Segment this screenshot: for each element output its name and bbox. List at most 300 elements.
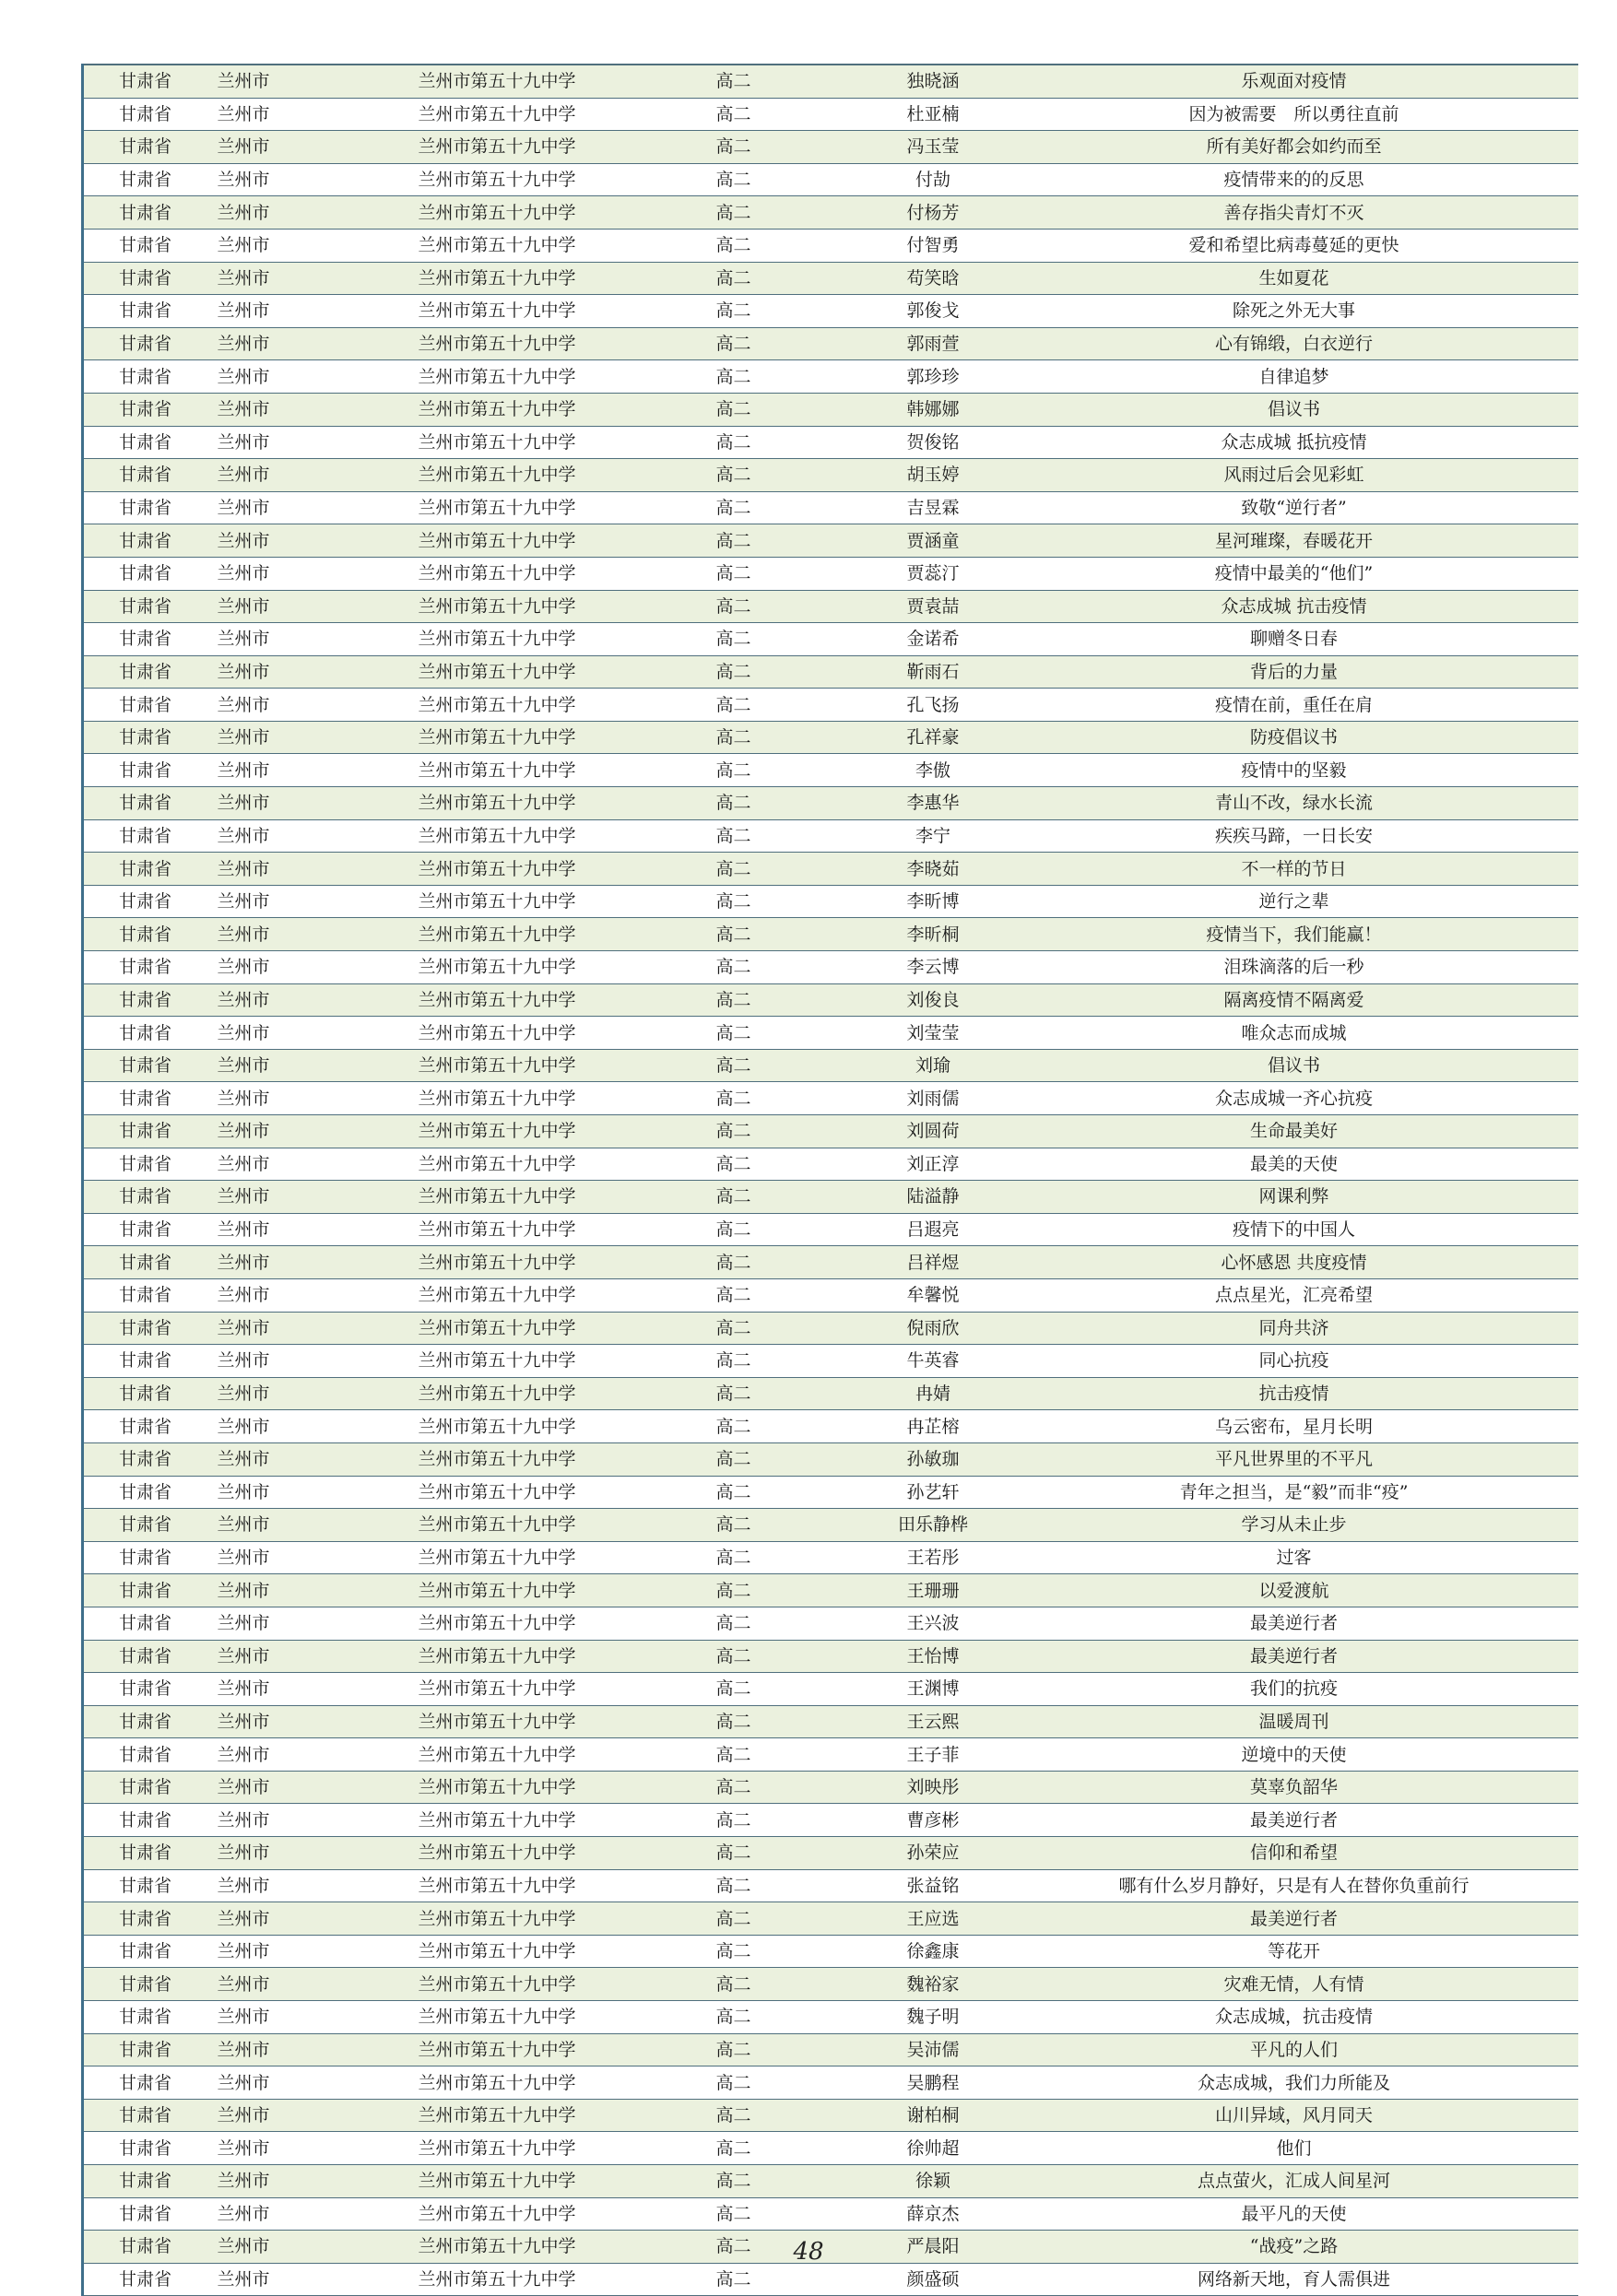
grade-cell: 高二 [716, 1869, 856, 1902]
school-cell: 兰州市第五十九中学 [419, 1278, 716, 1312]
table-row [83, 1509, 1578, 1542]
table-row [83, 853, 1578, 886]
table-row [83, 1181, 1578, 1214]
student-name-cell: 王若彤 [856, 1541, 1010, 1574]
school-cell: 兰州市第五十九中学 [419, 853, 716, 886]
essay-title-cell: 最美逆行者 [1010, 1640, 1578, 1673]
student-name-cell: 魏子明 [856, 2001, 1010, 2034]
school-cell: 兰州市第五十九中学 [419, 1115, 716, 1148]
table-row [83, 885, 1578, 918]
entries-table-container [81, 64, 1576, 2296]
student-name-cell: 牟馨悦 [856, 1278, 1010, 1312]
province-cell: 甘肃省 [83, 557, 218, 590]
essay-title-cell: 疾疾马蹄，一日长安 [1010, 819, 1578, 853]
school-cell: 兰州市第五十九中学 [419, 1049, 716, 1082]
essay-title-cell: 致敬“逆行者” [1010, 491, 1578, 524]
school-cell: 兰州市第五十九中学 [419, 557, 716, 590]
table-row [83, 983, 1578, 1017]
grade-cell: 高二 [716, 1935, 856, 1968]
grade-cell: 高二 [716, 1246, 856, 1279]
student-name-cell: 李傲 [856, 754, 1010, 787]
table-row [83, 1345, 1578, 1378]
essay-title-cell: 乐观面对疫情 [1010, 65, 1578, 98]
table-row [83, 754, 1578, 787]
essay-title-cell: 众志成城，抗击疫情 [1010, 2001, 1578, 2034]
essay-title-cell: 爱和希望比病毒蔓延的更快 [1010, 229, 1578, 262]
essay-title-cell: 点点萤火，汇成人间星河 [1010, 2165, 1578, 2198]
province-cell: 甘肃省 [83, 1246, 218, 1279]
essay-title-cell: 唯众志而成城 [1010, 1017, 1578, 1050]
grade-cell: 高二 [716, 131, 856, 164]
grade-cell: 高二 [716, 721, 856, 754]
grade-cell: 高二 [716, 2197, 856, 2231]
city-cell: 兰州市 [218, 983, 419, 1017]
city-cell: 兰州市 [218, 853, 419, 886]
student-name-cell: 贾蕊汀 [856, 557, 1010, 590]
city-cell: 兰州市 [218, 295, 419, 328]
student-name-cell: 刘莹莹 [856, 1017, 1010, 1050]
table-row [83, 65, 1578, 98]
city-cell: 兰州市 [218, 2066, 419, 2100]
city-cell: 兰州市 [218, 262, 419, 295]
grade-cell: 高二 [716, 163, 856, 196]
table-row [83, 1213, 1578, 1246]
student-name-cell: 孔飞扬 [856, 689, 1010, 722]
city-cell: 兰州市 [218, 491, 419, 524]
table-row [83, 1574, 1578, 1607]
table-row [83, 2099, 1578, 2132]
student-name-cell: 靳雨石 [856, 655, 1010, 689]
grade-cell: 高二 [716, 1574, 856, 1607]
essay-title-cell: 聊赠冬日春 [1010, 623, 1578, 656]
province-cell: 甘肃省 [83, 1607, 218, 1640]
student-name-cell: 刘雨儒 [856, 1082, 1010, 1115]
table-row [83, 721, 1578, 754]
table-row [83, 1968, 1578, 2001]
province-cell: 甘肃省 [83, 1673, 218, 1706]
province-cell: 甘肃省 [83, 623, 218, 656]
essay-title-cell: 疫情带来的的反思 [1010, 163, 1578, 196]
essay-title-cell: 自律追梦 [1010, 360, 1578, 394]
school-cell: 兰州市第五十九中学 [419, 2001, 716, 2034]
school-cell: 兰州市第五十九中学 [419, 65, 716, 98]
province-cell: 甘肃省 [83, 721, 218, 754]
city-cell: 兰州市 [218, 2197, 419, 2231]
school-cell: 兰州市第五十九中学 [419, 1869, 716, 1902]
grade-cell: 高二 [716, 787, 856, 820]
city-cell: 兰州市 [218, 951, 419, 984]
city-cell: 兰州市 [218, 1804, 419, 1837]
student-name-cell: 李宁 [856, 819, 1010, 853]
city-cell: 兰州市 [218, 1345, 419, 1378]
table-row [83, 1312, 1578, 1345]
student-name-cell: 李晓茹 [856, 853, 1010, 886]
school-cell: 兰州市第五十九中学 [419, 787, 716, 820]
city-cell: 兰州市 [218, 1771, 419, 1804]
province-cell: 甘肃省 [83, 1771, 218, 1804]
grade-cell: 高二 [716, 1278, 856, 1312]
city-cell: 兰州市 [218, 1181, 419, 1214]
student-name-cell: 徐帅超 [856, 2132, 1010, 2165]
essay-title-cell: 心怀感恩 共度疫情 [1010, 1246, 1578, 1279]
essay-title-cell: 隔离疫情不隔离爱 [1010, 983, 1578, 1017]
school-cell: 兰州市第五十九中学 [419, 1148, 716, 1181]
student-name-cell: 郭珍珍 [856, 360, 1010, 394]
essay-title-cell: 众志成城一齐心抗疫 [1010, 1082, 1578, 1115]
table-row [83, 1410, 1578, 1443]
school-cell: 兰州市第五十九中学 [419, 1213, 716, 1246]
province-cell: 甘肃省 [83, 1738, 218, 1772]
essay-title-cell: 最美逆行者 [1010, 1607, 1578, 1640]
essay-title-cell: 倡议书 [1010, 393, 1578, 426]
grade-cell: 高二 [716, 1673, 856, 1706]
essay-title-cell: 温暖周刊 [1010, 1705, 1578, 1738]
city-cell: 兰州市 [218, 1476, 419, 1509]
essay-title-cell: 泪珠滴落的后一秒 [1010, 951, 1578, 984]
grade-cell: 高二 [716, 1476, 856, 1509]
student-name-cell: 李昕桐 [856, 918, 1010, 951]
student-name-cell: 王珊珊 [856, 1574, 1010, 1607]
province-cell: 甘肃省 [83, 1869, 218, 1902]
city-cell: 兰州市 [218, 1869, 419, 1902]
table-row [83, 1640, 1578, 1673]
grade-cell: 高二 [716, 1541, 856, 1574]
student-name-cell: 贺俊铭 [856, 426, 1010, 459]
table-row [83, 2132, 1578, 2165]
grade-cell: 高二 [716, 1968, 856, 2001]
table-row [83, 787, 1578, 820]
student-name-cell: 孙荣应 [856, 1837, 1010, 1870]
student-name-cell: 孔祥豪 [856, 721, 1010, 754]
table-row [83, 327, 1578, 360]
city-cell: 兰州市 [218, 2231, 419, 2264]
school-cell: 兰州市第五十九中学 [419, 1968, 716, 2001]
school-cell: 兰州市第五十九中学 [419, 951, 716, 984]
province-cell: 甘肃省 [83, 1837, 218, 1870]
student-name-cell: 付劼 [856, 163, 1010, 196]
province-cell: 甘肃省 [83, 131, 218, 164]
grade-cell: 高二 [716, 524, 856, 558]
province-cell: 甘肃省 [83, 196, 218, 230]
table-row [83, 1738, 1578, 1772]
city-cell: 兰州市 [218, 655, 419, 689]
school-cell: 兰州市第五十九中学 [419, 327, 716, 360]
province-cell: 甘肃省 [83, 426, 218, 459]
table-row [83, 1278, 1578, 1312]
essay-title-cell: 以爱渡航 [1010, 1574, 1578, 1607]
school-cell: 兰州市第五十九中学 [419, 754, 716, 787]
grade-cell: 高二 [716, 1640, 856, 1673]
essay-title-cell: 网课利弊 [1010, 1181, 1578, 1214]
school-cell: 兰州市第五十九中学 [419, 590, 716, 623]
province-cell: 甘肃省 [83, 2197, 218, 2231]
school-cell: 兰州市第五十九中学 [419, 1738, 716, 1772]
school-cell: 兰州市第五十九中学 [419, 983, 716, 1017]
province-cell: 甘肃省 [83, 1115, 218, 1148]
city-cell: 兰州市 [218, 1738, 419, 1772]
school-cell: 兰州市第五十九中学 [419, 2132, 716, 2165]
city-cell: 兰州市 [218, 2132, 419, 2165]
essay-title-cell: 最美的天使 [1010, 1148, 1578, 1181]
province-cell: 甘肃省 [83, 262, 218, 295]
school-cell: 兰州市第五十九中学 [419, 262, 716, 295]
school-cell: 兰州市第五十九中学 [419, 2231, 716, 2264]
grade-cell: 高二 [716, 2132, 856, 2165]
grade-cell: 高二 [716, 393, 856, 426]
school-cell: 兰州市第五十九中学 [419, 819, 716, 853]
province-cell: 甘肃省 [83, 2001, 218, 2034]
table-row [83, 98, 1578, 131]
student-name-cell: 王云熙 [856, 1705, 1010, 1738]
grade-cell: 高二 [716, 754, 856, 787]
grade-cell: 高二 [716, 1312, 856, 1345]
table-row [83, 262, 1578, 295]
province-cell: 甘肃省 [83, 491, 218, 524]
grade-cell: 高二 [716, 459, 856, 492]
school-cell: 兰州市第五十九中学 [419, 524, 716, 558]
student-name-cell: 杜亚楠 [856, 98, 1010, 131]
table-row [83, 1049, 1578, 1082]
city-cell: 兰州市 [218, 1640, 419, 1673]
grade-cell: 高二 [716, 853, 856, 886]
essay-title-cell: 平凡世界里的不平凡 [1010, 1442, 1578, 1476]
city-cell: 兰州市 [218, 163, 419, 196]
grade-cell: 高二 [716, 1804, 856, 1837]
school-cell: 兰州市第五十九中学 [419, 1476, 716, 1509]
city-cell: 兰州市 [218, 2263, 419, 2296]
essay-title-cell: 最美逆行者 [1010, 1902, 1578, 1936]
essay-title-cell: 同心抗疫 [1010, 1345, 1578, 1378]
school-cell: 兰州市第五十九中学 [419, 1377, 716, 1410]
table-row [83, 557, 1578, 590]
province-cell: 甘肃省 [83, 1476, 218, 1509]
grade-cell: 高二 [716, 1377, 856, 1410]
grade-cell: 高二 [716, 2001, 856, 2034]
province-cell: 甘肃省 [83, 459, 218, 492]
grade-cell: 高二 [716, 196, 856, 230]
province-cell: 甘肃省 [83, 918, 218, 951]
province-cell: 甘肃省 [83, 787, 218, 820]
grade-cell: 高二 [716, 1442, 856, 1476]
city-cell: 兰州市 [218, 1410, 419, 1443]
student-name-cell: 陆溢静 [856, 1181, 1010, 1214]
table-row [83, 524, 1578, 558]
student-name-cell: 王兴波 [856, 1607, 1010, 1640]
student-name-cell: 徐鑫康 [856, 1935, 1010, 1968]
city-cell: 兰州市 [218, 1902, 419, 1936]
province-cell: 甘肃省 [83, 2165, 218, 2198]
student-name-cell: 魏裕家 [856, 1968, 1010, 2001]
student-name-cell: 刘映彤 [856, 1771, 1010, 1804]
city-cell: 兰州市 [218, 1442, 419, 1476]
grade-cell: 高二 [716, 65, 856, 98]
essay-title-cell: 除死之外无大事 [1010, 295, 1578, 328]
grade-cell: 高二 [716, 1115, 856, 1148]
student-name-cell: 谢柏桐 [856, 2099, 1010, 2132]
province-cell: 甘肃省 [83, 1574, 218, 1607]
school-cell: 兰州市第五十九中学 [419, 393, 716, 426]
city-cell: 兰州市 [218, 327, 419, 360]
school-cell: 兰州市第五十九中学 [419, 295, 716, 328]
school-cell: 兰州市第五十九中学 [419, 1312, 716, 1345]
city-cell: 兰州市 [218, 1278, 419, 1312]
grade-cell: 高二 [716, 918, 856, 951]
student-name-cell: 付智勇 [856, 229, 1010, 262]
table-row [83, 1935, 1578, 1968]
school-cell: 兰州市第五十九中学 [419, 689, 716, 722]
student-name-cell: 严晨阳 [856, 2231, 1010, 2264]
grade-cell: 高二 [716, 1017, 856, 1050]
table-row [83, 918, 1578, 951]
province-cell: 甘肃省 [83, 655, 218, 689]
province-cell: 甘肃省 [83, 1312, 218, 1345]
student-name-cell: 独晓涵 [856, 65, 1010, 98]
student-name-cell: 吴沛儒 [856, 2033, 1010, 2066]
grade-cell: 高二 [716, 1181, 856, 1214]
province-cell: 甘肃省 [83, 1278, 218, 1312]
grade-cell: 高二 [716, 327, 856, 360]
city-cell: 兰州市 [218, 98, 419, 131]
table-row [83, 2197, 1578, 2231]
essay-title-cell: 众志成城 抵抗疫情 [1010, 426, 1578, 459]
province-cell: 甘肃省 [83, 590, 218, 623]
table-row [83, 295, 1578, 328]
grade-cell: 高二 [716, 1738, 856, 1772]
city-cell: 兰州市 [218, 623, 419, 656]
city-cell: 兰州市 [218, 1705, 419, 1738]
city-cell: 兰州市 [218, 590, 419, 623]
grade-cell: 高二 [716, 295, 856, 328]
school-cell: 兰州市第五十九中学 [419, 623, 716, 656]
province-cell: 甘肃省 [83, 2132, 218, 2165]
province-cell: 甘肃省 [83, 2231, 218, 2264]
school-cell: 兰州市第五十九中学 [419, 2066, 716, 2100]
essay-title-cell: 风雨过后会见彩虹 [1010, 459, 1578, 492]
essay-title-cell: 网络新天地，育人需俱进 [1010, 2263, 1578, 2296]
school-cell: 兰州市第五十九中学 [419, 1837, 716, 1870]
grade-cell: 高二 [716, 590, 856, 623]
grade-cell: 高二 [716, 689, 856, 722]
province-cell: 甘肃省 [83, 393, 218, 426]
table-row [83, 1607, 1578, 1640]
essay-title-cell: 他们 [1010, 2132, 1578, 2165]
table-row [83, 2165, 1578, 2198]
school-cell: 兰州市第五十九中学 [419, 918, 716, 951]
city-cell: 兰州市 [218, 131, 419, 164]
table-body [83, 65, 1578, 2296]
city-cell: 兰州市 [218, 918, 419, 951]
province-cell: 甘肃省 [83, 2099, 218, 2132]
table-row [83, 951, 1578, 984]
city-cell: 兰州市 [218, 787, 419, 820]
essay-title-cell: 疫情中的坚毅 [1010, 754, 1578, 787]
student-name-cell: 苟笑晗 [856, 262, 1010, 295]
province-cell: 甘肃省 [83, 951, 218, 984]
city-cell: 兰州市 [218, 1082, 419, 1115]
school-cell: 兰州市第五十九中学 [419, 1246, 716, 1279]
city-cell: 兰州市 [218, 1246, 419, 1279]
table-row [83, 1705, 1578, 1738]
grade-cell: 高二 [716, 655, 856, 689]
school-cell: 兰州市第五十九中学 [419, 1541, 716, 1574]
grade-cell: 高二 [716, 623, 856, 656]
school-cell: 兰州市第五十九中学 [419, 1902, 716, 1936]
essay-title-cell: 生命最美好 [1010, 1115, 1578, 1148]
school-cell: 兰州市第五十九中学 [419, 1574, 716, 1607]
student-name-cell: 王怡博 [856, 1640, 1010, 1673]
essay-title-cell: 防疫倡议书 [1010, 721, 1578, 754]
table-row [83, 1148, 1578, 1181]
grade-cell: 高二 [716, 983, 856, 1017]
essay-title-cell: 疫情中最美的“他们” [1010, 557, 1578, 590]
essay-title-cell: 学习从未止步 [1010, 1509, 1578, 1542]
grade-cell: 高二 [716, 2165, 856, 2198]
grade-cell: 高二 [716, 1509, 856, 1542]
grade-cell: 高二 [716, 1771, 856, 1804]
grade-cell: 高二 [716, 2231, 856, 2264]
student-name-cell: 田乐静桦 [856, 1509, 1010, 1542]
table-row [83, 819, 1578, 853]
grade-cell: 高二 [716, 491, 856, 524]
student-name-cell: 徐颖 [856, 2165, 1010, 2198]
student-name-cell: 韩娜娜 [856, 393, 1010, 426]
student-name-cell: 付杨芳 [856, 196, 1010, 230]
province-cell: 甘肃省 [83, 295, 218, 328]
table-row [83, 590, 1578, 623]
province-cell: 甘肃省 [83, 1410, 218, 1443]
grade-cell: 高二 [716, 819, 856, 853]
school-cell: 兰州市第五十九中学 [419, 1673, 716, 1706]
essay-title-cell: 同舟共济 [1010, 1312, 1578, 1345]
grade-cell: 高二 [716, 2263, 856, 2296]
city-cell: 兰州市 [218, 1017, 419, 1050]
table-row [83, 2066, 1578, 2100]
student-name-cell: 王渊博 [856, 1673, 1010, 1706]
essay-title-cell: 疫情在前，重任在肩 [1010, 689, 1578, 722]
student-name-cell: 吉昱霖 [856, 491, 1010, 524]
table-row [83, 459, 1578, 492]
grade-cell: 高二 [716, 229, 856, 262]
table-row [83, 2001, 1578, 2034]
school-cell: 兰州市第五十九中学 [419, 885, 716, 918]
school-cell: 兰州市第五十九中学 [419, 491, 716, 524]
table-row [83, 131, 1578, 164]
student-name-cell: 胡玉婷 [856, 459, 1010, 492]
table-row [83, 393, 1578, 426]
province-cell: 甘肃省 [83, 163, 218, 196]
city-cell: 兰州市 [218, 1541, 419, 1574]
table-row [83, 1017, 1578, 1050]
school-cell: 兰州市第五十九中学 [419, 721, 716, 754]
student-name-cell: 刘瑜 [856, 1049, 1010, 1082]
student-name-cell: 李云博 [856, 951, 1010, 984]
table-row [83, 655, 1578, 689]
essay-title-cell: 平凡的人们 [1010, 2033, 1578, 2066]
grade-cell: 高二 [716, 1902, 856, 1936]
table-row [83, 1246, 1578, 1279]
student-name-cell: 张益铭 [856, 1869, 1010, 1902]
essay-title-cell: 逆行之辈 [1010, 885, 1578, 918]
city-cell: 兰州市 [218, 426, 419, 459]
student-name-cell: 刘俊良 [856, 983, 1010, 1017]
essay-title-cell: 莫辜负韶华 [1010, 1771, 1578, 1804]
essay-title-cell: 点点星光，汇亮希望 [1010, 1278, 1578, 1312]
essay-title-cell: 山川异域，风月同天 [1010, 2099, 1578, 2132]
province-cell: 甘肃省 [83, 65, 218, 98]
essay-title-cell: 因为被需要 所以勇往直前 [1010, 98, 1578, 131]
student-name-cell: 吕遐亮 [856, 1213, 1010, 1246]
table-row [83, 229, 1578, 262]
